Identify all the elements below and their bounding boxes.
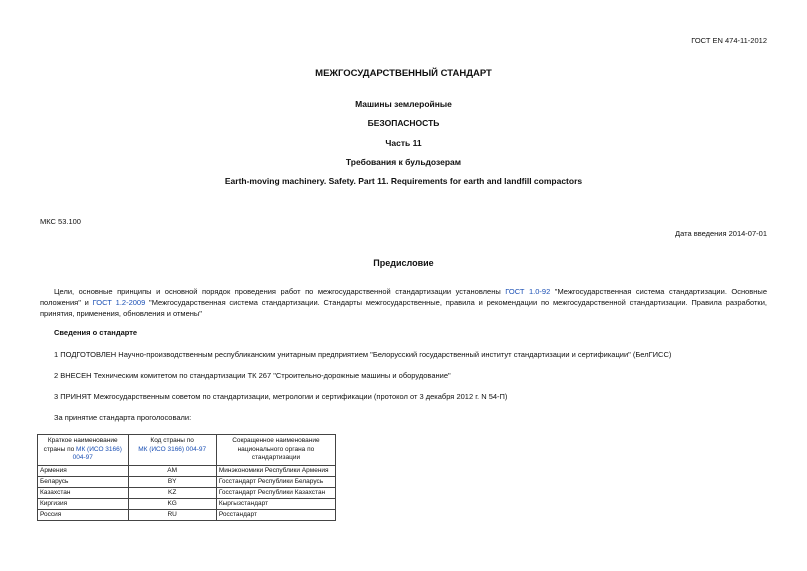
voting-countries-table [37,434,336,521]
table-row [38,509,336,520]
foreword-text-c: "Межгосударственная система стандартизации. Стандарты межгосударственные, правила и рекомендации по межгосударственной стандартизации. Правила разработки, принятия, применения, обновления и отмены" [40,298,767,318]
cell-country: Киргизия [38,498,129,509]
table-row [38,476,336,487]
votes-intro: За принятие стандарта проголосовали: [54,413,192,422]
standard-info-heading: Сведения о стандарте [54,328,138,337]
info-item-1: 1 ПОДГОТОВЛЕН Научно-производственным республиканским унитарным предприятием "Белорусский государственный институт стандартизации и сертификации" (БелГИСС) [54,350,672,359]
header-country-name [38,435,129,466]
table-row [38,487,336,498]
cell-code: KG [128,498,216,509]
cell-body: Росстандарт [216,509,335,520]
mk-iso-3166-link-2[interactable]: МК (ИСО 3166) 004-97 [138,445,207,453]
cell-body: Госстандарт Республики Казахстан [216,487,335,498]
foreword-text-b: "Межгосударственная система стандартизации. Основные положения" и [40,287,767,307]
cell-code: BY [128,476,216,487]
cell-country: Армения [38,465,129,476]
header-national-body: Сокращенное наименование национального органа по стандартизации [216,435,335,466]
header-code-text: Код страны по [150,437,194,444]
safety-title: БЕЗОПАСНОСТЬ [367,118,440,128]
foreword-paragraph [40,286,767,319]
cell-body: Минэкономики Республики Армения [216,465,335,476]
cell-country: Россия [38,509,129,520]
table-header-row [38,435,336,466]
gost-1-2-2009-link[interactable]: ГОСТ 1.2-2009 [92,298,146,307]
table-row [38,498,336,509]
header-country-code [128,435,216,466]
foreword-heading: Предисловие [373,258,434,268]
info-item-2: 2 ВНЕСЕН Техническим комитетом по стандартизации ТК 267 "Строительно-дорожные машины и оборудование" [54,371,451,380]
subject-title: Машины землеройные [355,99,452,109]
english-title: Earth-moving machinery. Safety. Part 11. Requirements for earth and landfill compactors [224,176,583,186]
cell-country: Беларусь [38,476,129,487]
cell-body: Кыргызстандарт [216,498,335,509]
part-title: Часть 11 [385,138,422,148]
cell-code: KZ [128,487,216,498]
mks-code: МКС 53.100 [40,217,81,226]
cell-code: RU [128,509,216,520]
introduction-date: Дата введения 2014-07-01 [675,229,767,238]
cell-body: Госстандарт Республики Беларусь [216,476,335,487]
cell-country: Казахстан [38,487,129,498]
mk-iso-3166-link[interactable]: МК (ИСО 3166) 004-97 [72,445,122,461]
cell-code: AM [128,465,216,476]
foreword-text-a: Цели, основные принципы и основной порядок проведения работ по межгосударственной стандартизации установлены [54,287,506,296]
info-item-3: 3 ПРИНЯТ Межгосударственным советом по стандартизации, метрологии и сертификации (протокол от 3 декабря 2012 г. N 54-П) [54,392,508,401]
gost-1-0-92-link[interactable]: ГОСТ 1.0-92 [505,287,551,296]
header-country-text: Краткое наименование страны по [43,437,118,453]
document-code: ГОСТ EN 474-11-2012 [691,36,767,45]
table-row [38,465,336,476]
requirements-title: Требования к бульдозерам [345,157,462,167]
standard-type-title: МЕЖГОСУДАРСТВЕННЫЙ СТАНДАРТ [315,68,492,79]
